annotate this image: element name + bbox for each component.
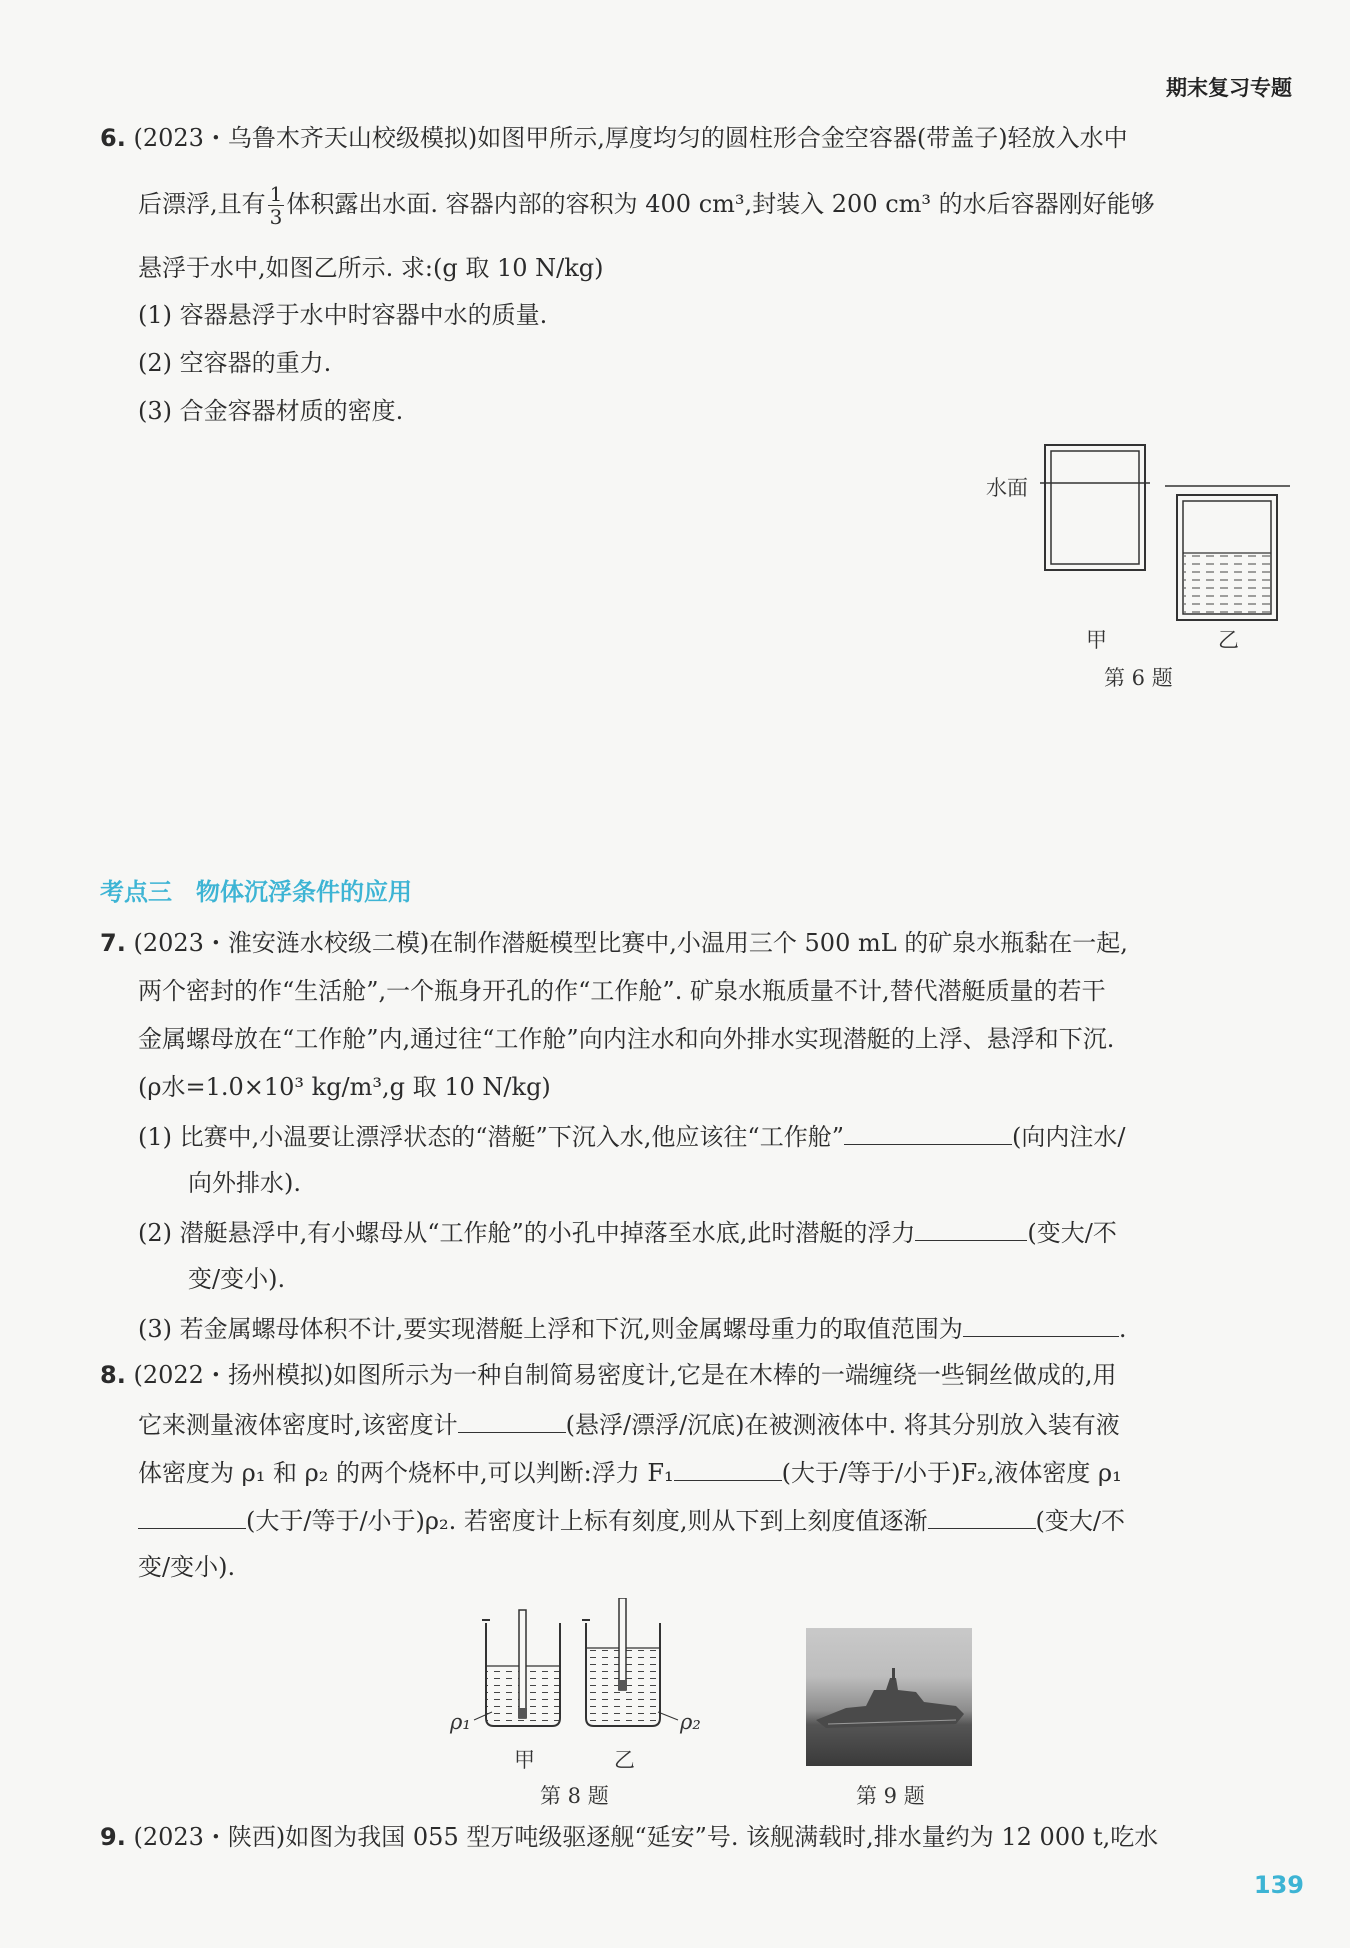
- fig6-caption: 第 6 题: [1104, 666, 1173, 690]
- q8-figure: [456, 1598, 716, 1738]
- q8-line2: [138, 1408, 1120, 1440]
- q7-line4: (ρ水=1.0×10³ kg/m³,g 取 10 N/kg): [138, 1073, 551, 1101]
- container-a: [1045, 445, 1145, 570]
- q8-text-1: (2022・扬州模拟)如图所示为一种自制简易密度计,它是在木棒的一端缠绕一些铜丝做成的,用: [133, 1361, 1117, 1389]
- q6-sub3: (3) 合金容器材质的密度.: [138, 397, 404, 425]
- q8-line4: [138, 1504, 1125, 1536]
- q8-number: 8.: [100, 1361, 126, 1389]
- q6-line3: 悬浮于水中,如图乙所示. 求:(g 取 10 N/kg): [138, 254, 604, 282]
- destroyer-photo: [806, 1628, 972, 1766]
- densimeter-a: [519, 1610, 526, 1718]
- q6-figure: [980, 440, 1300, 700]
- fraction-numerator: 1: [269, 182, 283, 206]
- fraction-denominator: 3: [269, 205, 283, 229]
- fig9-caption: 第 9 题: [856, 1784, 925, 1808]
- q7-sub2: [138, 1216, 1117, 1248]
- fig8-label-b: 乙: [614, 1748, 635, 1772]
- answer-blank[interactable]: [915, 1216, 1027, 1241]
- q7-text-1: (2023・淮安涟水校级二模)在制作潜艇模型比赛中,小温用三个 500 mL 的矿泉水瓶黏在一起,: [133, 929, 1128, 957]
- q7-line3: 金属螺母放在“工作舱”内,通过往“工作舱”向内注水和向外排水实现潜艇的上浮、悬浮和下沉.: [138, 1025, 1115, 1053]
- page-header: 期末复习专题: [1166, 76, 1292, 100]
- q6-number: 6.: [100, 124, 126, 152]
- rho2-label: ρ₂: [680, 1710, 701, 1734]
- q6-line2: [138, 183, 1155, 228]
- q9-text-1: (2023・陕西)如图为我国 055 型万吨级驱逐舰“延安”号. 该舰满载时,排水量约为 12 000 t,吃水: [133, 1823, 1159, 1851]
- page-number: 139: [1253, 1871, 1304, 1899]
- q6-sub1: (1) 容器悬浮于水中时容器中水的质量.: [138, 301, 548, 329]
- q7-sub1-options: (向内注水/: [1011, 1123, 1126, 1151]
- q7-line1: [100, 928, 1128, 958]
- q7-sub1-text: (1) 比赛中,小温要让漂浮状态的“潜艇”下沉入水,他应该往“工作舱”: [138, 1123, 844, 1151]
- q6-line1: [100, 123, 1128, 153]
- answer-blank[interactable]: [963, 1312, 1119, 1337]
- q7-sub1: [138, 1120, 1125, 1152]
- q7-sub3: [138, 1312, 1127, 1344]
- rho1-label: ρ₁: [450, 1710, 471, 1734]
- fig8-label-a: 甲: [514, 1748, 535, 1772]
- q9-number: 9.: [100, 1823, 126, 1851]
- q6-sub2: (2) 空容器的重力.: [138, 349, 332, 377]
- q7-number: 7.: [100, 929, 126, 957]
- q8-text-3a: 体密度为 ρ₁ 和 ρ₂ 的两个烧杯中,可以判断:浮力 F₁: [138, 1459, 674, 1487]
- q6-text-2a: 后漂浮,且有: [138, 190, 266, 218]
- period: .: [1118, 1315, 1127, 1343]
- fig6-label-a: 甲: [1086, 628, 1107, 652]
- q8-text-4a: (大于/等于/小于)ρ₂. 若密度计上标有刻度,则从下到上刻度值逐渐: [246, 1507, 928, 1535]
- q8-text-3b: (大于/等于/小于)F₂,液体密度 ρ₁: [781, 1459, 1122, 1487]
- q9-line1: [100, 1822, 1158, 1852]
- q8-line5: 变/变小).: [138, 1553, 236, 1581]
- section-heading: 考点三 物体沉浮条件的应用: [100, 878, 412, 906]
- q8-line3: [138, 1456, 1122, 1488]
- q7-sub2-text: (2) 潜艇悬浮中,有小螺母从“工作舱”的小孔中掉落至水底,此时潜艇的浮力: [138, 1219, 916, 1247]
- q6-text-2b: 体积露出水面. 容器内部的容积为 400 cm³,封装入 200 cm³ 的水后容器刚好能够: [286, 190, 1155, 218]
- fraction: [268, 183, 285, 228]
- q8-text-2b: (悬浮/漂浮/沉底)在被测液体中. 将其分别放入装有液: [565, 1411, 1120, 1439]
- q7-sub2-options: (变大/不: [1027, 1219, 1117, 1247]
- q8-line1: [100, 1360, 1117, 1390]
- q7-sub1-cont: 向外排水).: [188, 1169, 301, 1197]
- q7-sub2-cont: 变/变小).: [188, 1265, 286, 1293]
- fig6-label-b: 乙: [1218, 628, 1239, 652]
- water-in-container-b: [1184, 553, 1270, 613]
- q8-text-4b: (变大/不: [1035, 1507, 1125, 1535]
- answer-blank[interactable]: [928, 1504, 1036, 1529]
- answer-blank[interactable]: [138, 1504, 246, 1529]
- densimeter-b: [619, 1598, 626, 1690]
- answer-blank[interactable]: [458, 1408, 566, 1433]
- water-surface-label: 水面: [986, 476, 1028, 500]
- q8-text-2a: 它来测量液体密度时,该密度计: [138, 1411, 458, 1439]
- ship-silhouette: [806, 1628, 972, 1766]
- q7-line2: 两个密封的作“生活舱”,一个瓶身开孔的作“工作舱”. 矿泉水瓶质量不计,替代潜艇质量的若干: [138, 977, 1106, 1005]
- answer-blank[interactable]: [844, 1120, 1012, 1145]
- q6-text-1: (2023・乌鲁木齐天山校级模拟)如图甲所示,厚度均匀的圆柱形合金空容器(带盖子)轻放入水中: [133, 124, 1128, 152]
- fig8-caption: 第 8 题: [540, 1784, 609, 1808]
- answer-blank[interactable]: [674, 1456, 782, 1481]
- q7-sub3-text: (3) 若金属螺母体积不计,要实现潜艇上浮和下沉,则金属螺母重力的取值范围为: [138, 1315, 963, 1343]
